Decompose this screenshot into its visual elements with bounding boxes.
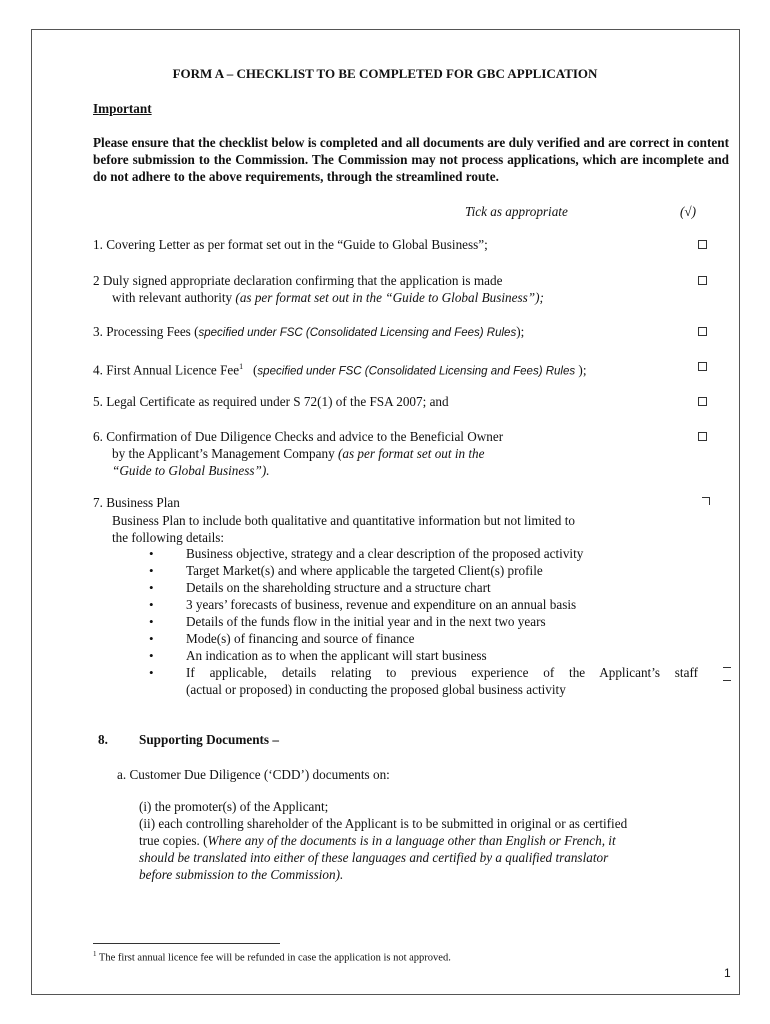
- bullet-text-8: If applicable, details relating to previous experience of the Applicant’s staff: [186, 665, 698, 680]
- item-7-tick-mark[interactable]: [702, 497, 710, 505]
- section-8a-point-2-line4: before submission to the Commission).: [139, 867, 344, 882]
- bullet-text-8-cont: (actual or proposed) in conducting the proposed global business activity: [186, 682, 566, 697]
- item-2-line1: 2 Duly signed appropriate declaration confirming that the application is made: [93, 273, 503, 288]
- item-5-checkbox[interactable]: [698, 397, 707, 406]
- item-7-line2: the following details:: [112, 530, 225, 545]
- section-8a-point-1: (i) the promoter(s) of the Applicant;: [139, 799, 329, 814]
- item-6-line1: 6. Confirmation of Due Diligence Checks and advice to the Beneficial Owner: [93, 429, 504, 444]
- bullet-text-4: 3 years’ forecasts of business, revenue and expenditure on an annual basis: [186, 597, 577, 612]
- item-6-line2: by the Applicant’s Management Company (as per format set out in the: [112, 446, 485, 461]
- bullet-6: •: [149, 631, 154, 646]
- footnote: $^1$ The first annual licence fee will be refunded in case the application is not approved.: [93, 950, 451, 964]
- section-8a-point-2: (ii) each controlling shareholder of the Applicant is to be submitted in original or as certified: [139, 816, 628, 831]
- item-1-checkbox[interactable]: [698, 240, 707, 249]
- page-title: FORM A – CHECKLIST TO BE COMPLETED FOR GBC APPLICATION: [172, 66, 598, 81]
- bullet-2: •: [149, 563, 154, 578]
- notice-paragraph: Please ensure that the checklist below is completed and all documents are duly verified and are correct in content before submission to the Commission. The Commission may not process applications, which are incomplete and do not adhere to the above requirements, through the streamlined route.: [93, 135, 729, 184]
- section-8-number: 8.: [98, 732, 108, 747]
- item-4-text: 4. First Annual Licence Fee$^1$ (specified under FSC (Consolidated Licensing and Fees) Rules );: [93, 362, 587, 378]
- bullet-text-5: Details of the funds flow in the initial year and in the next two years: [186, 614, 546, 629]
- item-7-bottom-mark[interactable]: [723, 667, 731, 681]
- bullet-text-2: Target Market(s) and where applicable the targeted Client(s) profile: [186, 563, 543, 578]
- page-number: 1: [724, 966, 731, 980]
- item-6-line3: “Guide to Global Business”).: [112, 463, 270, 478]
- item-2-line2: with relevant authority (as per format set out in the “Guide to Global Business”);: [112, 290, 544, 305]
- bullet-text-1: Business objective, strategy and a clear description of the proposed activity: [186, 546, 584, 561]
- item-7-line1: Business Plan to include both qualitative and quantitative information but not limited to: [112, 513, 575, 528]
- item-3-checkbox[interactable]: [698, 327, 707, 336]
- item-1-text: 1. Covering Letter as per format set out in the “Guide to Global Business”;: [93, 237, 488, 252]
- item-2-checkbox[interactable]: [698, 276, 707, 285]
- item-7-heading: 7. Business Plan: [93, 495, 180, 510]
- bullet-text-6: Mode(s) of financing and source of finance: [186, 631, 415, 646]
- bullet-5: •: [149, 614, 154, 629]
- footnote-separator: [93, 943, 280, 944]
- bullet-text-7: An indication as to when the applicant will start business: [186, 648, 487, 663]
- item-5-text: 5. Legal Certificate as required under S 72(1) of the FSA 2007; and: [93, 394, 449, 409]
- section-8a-point-2-line3: should be translated into either of these languages and certified by a qualified translator: [139, 850, 609, 865]
- section-8-heading: Supporting Documents –: [139, 732, 279, 747]
- bullet-text-3: Details on the shareholding structure and a structure chart: [186, 580, 491, 595]
- tick-symbol: (√): [680, 204, 697, 219]
- important-heading: Important: [93, 101, 152, 116]
- section-8a-heading: a. Customer Due Diligence (‘CDD’) documents on:: [117, 767, 390, 782]
- item-6-checkbox[interactable]: [698, 432, 707, 441]
- tick-label: Tick as appropriate: [465, 204, 568, 219]
- bullet-7: •: [149, 648, 154, 663]
- bullet-1: •: [149, 546, 154, 561]
- bullet-3: •: [149, 580, 154, 595]
- item-4-checkbox[interactable]: [698, 362, 707, 371]
- section-8a-point-2-line2: true copies. (Where any of the documents is in a language other than English or French, it: [139, 833, 616, 848]
- bullet-8: •: [149, 665, 154, 680]
- item-3-text: 3. Processing Fees (specified under FSC (Consolidated Licensing and Fees) Rules);: [93, 324, 525, 339]
- bullet-4: •: [149, 597, 154, 612]
